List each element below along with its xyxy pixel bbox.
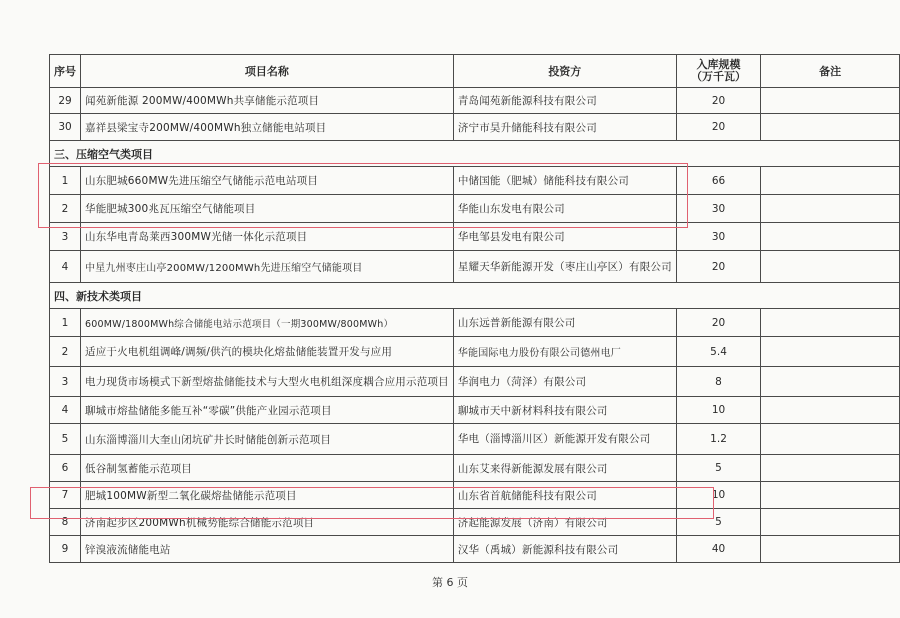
row-note <box>761 251 900 283</box>
table-row <box>50 509 900 536</box>
row-note <box>761 88 900 114</box>
row-name: 山东肥城660MW先进压缩空气储能示范电站项目 <box>81 167 454 195</box>
row-scale: 5.4 <box>676 337 760 367</box>
table-row <box>50 337 900 367</box>
section-title: 四、新技术类项目 <box>50 283 900 309</box>
table-row <box>50 424 900 455</box>
row-investor: 济宁市昊升储能科技有限公司 <box>453 114 676 141</box>
row-investor: 华电（淄博淄川区）新能源开发有限公司 <box>453 424 676 455</box>
row-name: 肥城100MW新型二氧化碳熔盐储能示范项目 <box>81 482 454 509</box>
row-scale: 20 <box>676 114 760 141</box>
row-investor: 华能国际电力股份有限公司德州电厂 <box>453 337 676 367</box>
table-row <box>50 455 900 482</box>
row-scale: 30 <box>676 223 760 251</box>
row-scale: 5 <box>676 509 760 536</box>
table-header-row <box>50 55 900 88</box>
row-name: 中星九州枣庄山亭200MW/1200MWh先进压缩空气储能项目 <box>81 251 454 283</box>
table-row <box>50 223 900 251</box>
row-name: 济南起步区200MWh机械势能综合储能示范项目 <box>81 509 454 536</box>
row-note <box>761 536 900 563</box>
row-scale: 20 <box>676 88 760 114</box>
row-name: 锌溴液流储能电站 <box>81 536 454 563</box>
row-investor: 中储国能（肥城）储能科技有限公司 <box>453 167 676 195</box>
row-name: 闻苑新能源 200MW/400MWh共享储能示范项目 <box>81 88 454 114</box>
header-investor: 投资方 <box>453 55 676 88</box>
row-name: 华能肥城300兆瓦压缩空气储能项目 <box>81 195 454 223</box>
table-row <box>50 88 900 114</box>
section-title: 三、压缩空气类项目 <box>50 141 900 167</box>
row-investor: 星耀天华新能源开发（枣庄山亭区）有限公司 <box>453 251 676 283</box>
row-scale: 30 <box>676 195 760 223</box>
row-name: 低谷制氢蓄能示范项目 <box>81 455 454 482</box>
row-seq: 29 <box>50 88 81 114</box>
table-row <box>50 397 900 424</box>
row-seq: 2 <box>50 337 81 367</box>
row-scale: 8 <box>676 367 760 397</box>
row-seq: 6 <box>50 455 81 482</box>
row-scale: 1.2 <box>676 424 760 455</box>
row-note <box>761 424 900 455</box>
table-row <box>50 167 900 195</box>
row-note <box>761 397 900 424</box>
row-name: 电力现货市场模式下新型熔盐储能技术与大型火电机组深度耦合应用示范项目 <box>81 367 454 397</box>
header-note: 备注 <box>761 55 900 88</box>
row-investor: 山东省首航储能科技有限公司 <box>453 482 676 509</box>
row-seq: 3 <box>50 223 81 251</box>
header-name: 项目名称 <box>81 55 454 88</box>
header-seq: 序号 <box>50 55 81 88</box>
row-investor: 山东艾来得新能源发展有限公司 <box>453 455 676 482</box>
row-investor: 华润电力（菏泽）有限公司 <box>453 367 676 397</box>
row-seq: 7 <box>50 482 81 509</box>
row-seq: 4 <box>50 251 81 283</box>
row-note <box>761 482 900 509</box>
row-note <box>761 195 900 223</box>
row-name: 聊城市熔盐储能多能互补“零碳”供能产业园示范项目 <box>81 397 454 424</box>
header-scale: 入库规模 （万千瓦） <box>676 55 760 88</box>
row-seq: 8 <box>50 509 81 536</box>
row-scale: 5 <box>676 455 760 482</box>
row-scale: 66 <box>676 167 760 195</box>
row-note <box>761 509 900 536</box>
table-row <box>50 367 900 397</box>
table-row <box>50 309 900 337</box>
row-scale: 40 <box>676 536 760 563</box>
row-seq: 4 <box>50 397 81 424</box>
row-investor: 汉华（禹城）新能源科技有限公司 <box>453 536 676 563</box>
row-note <box>761 309 900 337</box>
row-scale: 10 <box>676 482 760 509</box>
row-note <box>761 367 900 397</box>
row-note <box>761 114 900 141</box>
row-investor: 聊城市天中新材料科技有限公司 <box>453 397 676 424</box>
section-row-compressed-air <box>50 141 900 167</box>
row-name: 嘉祥县梁宝寺200MW/400MWh独立储能电站项目 <box>81 114 454 141</box>
row-scale: 20 <box>676 251 760 283</box>
row-name: 山东淄博淄川大奎山闭坑矿井长时储能创新示范项目 <box>81 424 454 455</box>
row-investor: 青岛闻苑新能源科技有限公司 <box>453 88 676 114</box>
row-seq: 2 <box>50 195 81 223</box>
row-seq: 5 <box>50 424 81 455</box>
table-row <box>50 482 900 509</box>
table-row <box>50 195 900 223</box>
row-investor: 山东远普新能源有限公司 <box>453 309 676 337</box>
row-name: 适应于火电机组调峰/调频/供汽的模块化熔盐储能装置开发与应用 <box>81 337 454 367</box>
table-row <box>50 114 900 141</box>
row-note <box>761 337 900 367</box>
page-number: 第 6 页 <box>432 576 468 589</box>
row-scale: 10 <box>676 397 760 424</box>
row-seq: 3 <box>50 367 81 397</box>
row-seq: 1 <box>50 309 81 337</box>
row-seq: 30 <box>50 114 81 141</box>
row-scale: 20 <box>676 309 760 337</box>
table-row <box>50 536 900 563</box>
row-note <box>761 223 900 251</box>
row-name: 山东华电青岛莱西300MW光储一体化示范项目 <box>81 223 454 251</box>
row-note <box>761 167 900 195</box>
table-row <box>50 251 900 283</box>
row-investor: 华电邹县发电有限公司 <box>453 223 676 251</box>
row-investor: 济起能源发展（济南）有限公司 <box>453 509 676 536</box>
row-seq: 1 <box>50 167 81 195</box>
row-name: 600MW/1800MWh综合储能电站示范项目（一期300MW/800MWh） <box>81 309 454 337</box>
project-table <box>49 54 900 563</box>
row-seq: 9 <box>50 536 81 563</box>
row-note <box>761 455 900 482</box>
row-investor: 华能山东发电有限公司 <box>453 195 676 223</box>
section-row-new-tech <box>50 283 900 309</box>
